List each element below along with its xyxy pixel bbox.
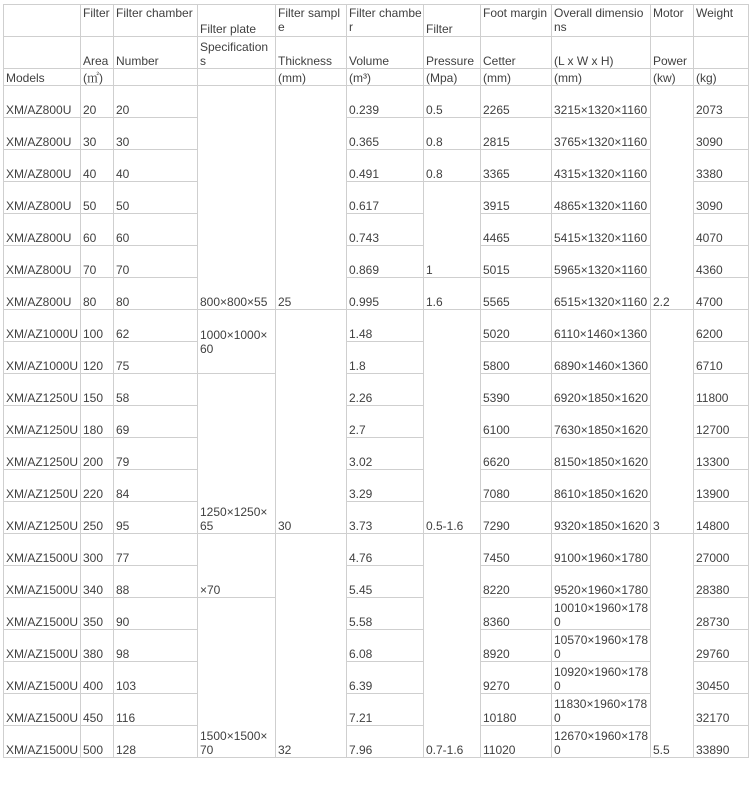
header-cell: Motor: [651, 5, 694, 37]
number-cell: 70: [114, 246, 198, 278]
number-cell: 95: [114, 502, 198, 534]
foot-cell: 6620: [481, 438, 552, 470]
weight-cell: 4070: [694, 214, 749, 246]
model-cell: XM/AZ1500U: [4, 566, 81, 598]
header-cell: (Mpa): [424, 69, 481, 86]
volume-cell: 0.365: [347, 118, 424, 150]
foot-cell: 6100: [481, 406, 552, 438]
weight-cell: 3090: [694, 118, 749, 150]
header-row-1: [4, 5, 749, 37]
header-cell: Filter plate: [198, 5, 276, 37]
dims-cell: 10920×1960×1780: [552, 662, 651, 694]
power-cell: 2.2: [651, 86, 694, 310]
weight-cell: 6710: [694, 342, 749, 374]
table-row: [4, 150, 749, 182]
table-row: [4, 86, 749, 118]
dims-cell: 11830×1960×1780: [552, 694, 651, 726]
volume-cell: 1.48: [347, 310, 424, 342]
header-cell: Pressure: [424, 37, 481, 69]
volume-cell: 7.21: [347, 694, 424, 726]
table-row: [4, 310, 749, 342]
number-cell: 50: [114, 182, 198, 214]
table-row: [4, 534, 749, 566]
number-cell: 60: [114, 214, 198, 246]
number-cell: 58: [114, 374, 198, 406]
model-cell: XM/AZ800U: [4, 246, 81, 278]
table-row: [4, 630, 749, 662]
thickness-cell: 32: [276, 534, 347, 758]
area-cell: 50: [81, 182, 114, 214]
area-cell: 30: [81, 118, 114, 150]
foot-cell: 5015: [481, 246, 552, 278]
header-cell: (kw): [651, 69, 694, 86]
dims-cell: 6515×1320×1160: [552, 278, 651, 310]
number-cell: 30: [114, 118, 198, 150]
foot-cell: 8220: [481, 566, 552, 598]
header-cell: (㎡): [81, 69, 114, 86]
dims-cell: 9100×1960×1780: [552, 534, 651, 566]
header-cell: Specifications: [198, 37, 276, 69]
thickness-cell: 25: [276, 86, 347, 310]
table-row: [4, 374, 749, 406]
table-row: [4, 342, 749, 374]
dims-cell: 5965×1320×1160: [552, 246, 651, 278]
number-cell: 116: [114, 694, 198, 726]
weight-cell: 11800: [694, 374, 749, 406]
plate-spec-cell: 1250×1250×65: [198, 374, 276, 534]
model-cell: XM/AZ800U: [4, 278, 81, 310]
model-cell: XM/AZ1250U: [4, 374, 81, 406]
table-row: [4, 502, 749, 534]
area-cell: 80: [81, 278, 114, 310]
foot-cell: 7290: [481, 502, 552, 534]
weight-cell: 3380: [694, 150, 749, 182]
header-cell: Area: [81, 37, 114, 69]
dims-cell: 9520×1960×1780: [552, 566, 651, 598]
volume-cell: 3.29: [347, 470, 424, 502]
model-cell: XM/AZ800U: [4, 182, 81, 214]
weight-cell: 14800: [694, 502, 749, 534]
pressure-cell: 1: [424, 182, 481, 278]
header-cell: (mm): [481, 69, 552, 86]
area-cell: 300: [81, 534, 114, 566]
foot-cell: 3365: [481, 150, 552, 182]
table-row: [4, 694, 749, 726]
dims-cell: 8150×1850×1620: [552, 438, 651, 470]
header-cell: Filter: [81, 5, 114, 37]
table-row: [4, 566, 749, 598]
dims-cell: 10570×1960×1780: [552, 630, 651, 662]
volume-cell: 4.76: [347, 534, 424, 566]
foot-cell: 5020: [481, 310, 552, 342]
table-row: [4, 406, 749, 438]
volume-cell: 0.869: [347, 246, 424, 278]
area-cell: 70: [81, 246, 114, 278]
table-row: [4, 182, 749, 214]
area-cell: 400: [81, 662, 114, 694]
weight-cell: 12700: [694, 406, 749, 438]
model-cell: XM/AZ1250U: [4, 406, 81, 438]
foot-cell: 7450: [481, 534, 552, 566]
foot-cell: 5390: [481, 374, 552, 406]
area-cell: 450: [81, 694, 114, 726]
header-cell: Power: [651, 37, 694, 69]
number-cell: 103: [114, 662, 198, 694]
number-cell: 84: [114, 470, 198, 502]
foot-cell: 10180: [481, 694, 552, 726]
model-cell: XM/AZ1500U: [4, 534, 81, 566]
area-cell: 20: [81, 86, 114, 118]
table-row: [4, 246, 749, 278]
weight-cell: 28380: [694, 566, 749, 598]
table-row: [4, 470, 749, 502]
volume-cell: 0.995: [347, 278, 424, 310]
pressure-cell: 1.6: [424, 278, 481, 310]
header-cell: Foot margin: [481, 5, 552, 37]
dims-cell: 6110×1460×1360: [552, 310, 651, 342]
header-row-3: [4, 69, 749, 86]
volume-cell: 7.96: [347, 726, 424, 758]
model-cell: XM/AZ800U: [4, 86, 81, 118]
plate-spec-cell: 1000×1000×60: [198, 310, 276, 374]
filter-press-spec-table: [3, 4, 749, 758]
weight-cell: 2073: [694, 86, 749, 118]
number-cell: 62: [114, 310, 198, 342]
table-row: [4, 598, 749, 630]
volume-cell: 0.617: [347, 182, 424, 214]
model-cell: XM/AZ1500U: [4, 726, 81, 758]
dims-cell: 8610×1850×1620: [552, 470, 651, 502]
foot-cell: 8920: [481, 630, 552, 662]
model-cell: XM/AZ800U: [4, 214, 81, 246]
number-cell: 77: [114, 534, 198, 566]
foot-cell: 9270: [481, 662, 552, 694]
number-cell: 98: [114, 630, 198, 662]
pressure-cell: 0.8: [424, 118, 481, 150]
header-cell: Models: [4, 69, 81, 86]
volume-cell: 0.743: [347, 214, 424, 246]
model-cell: XM/AZ1500U: [4, 598, 81, 630]
power-cell: 5.5: [651, 534, 694, 758]
number-cell: 80: [114, 278, 198, 310]
dims-cell: 9320×1850×1620: [552, 502, 651, 534]
dims-cell: 6890×1460×1360: [552, 342, 651, 374]
model-cell: XM/AZ1000U: [4, 310, 81, 342]
header-cell: Number: [114, 37, 198, 69]
model-cell: XM/AZ1500U: [4, 662, 81, 694]
header-cell: (m³): [347, 69, 424, 86]
table-row: [4, 278, 749, 310]
header-cell: [694, 37, 749, 69]
area-cell: 220: [81, 470, 114, 502]
header-cell: [114, 69, 198, 86]
header-cell: Weight: [694, 5, 749, 37]
volume-cell: 2.7: [347, 406, 424, 438]
dims-cell: 10010×1960×1780: [552, 598, 651, 630]
table-row: [4, 438, 749, 470]
number-cell: 90: [114, 598, 198, 630]
number-cell: 75: [114, 342, 198, 374]
volume-cell: 6.08: [347, 630, 424, 662]
dims-cell: 3215×1320×1160: [552, 86, 651, 118]
dims-cell: 7630×1850×1620: [552, 406, 651, 438]
dims-cell: 12670×1960×1780: [552, 726, 651, 758]
area-cell: 380: [81, 630, 114, 662]
weight-cell: 30450: [694, 662, 749, 694]
model-cell: XM/AZ1500U: [4, 694, 81, 726]
volume-cell: 0.491: [347, 150, 424, 182]
area-cell: 100: [81, 310, 114, 342]
weight-cell: 29760: [694, 630, 749, 662]
header-cell: (L x W x H): [552, 37, 651, 69]
header-cell: [4, 37, 81, 69]
dims-cell: 6920×1850×1620: [552, 374, 651, 406]
foot-cell: 2815: [481, 118, 552, 150]
thickness-cell: 30: [276, 310, 347, 534]
header-cell: (mm): [552, 69, 651, 86]
header-cell: (kg): [694, 69, 749, 86]
model-cell: XM/AZ800U: [4, 150, 81, 182]
volume-cell: 3.02: [347, 438, 424, 470]
area-cell: 350: [81, 598, 114, 630]
volume-cell: 2.26: [347, 374, 424, 406]
weight-cell: 13900: [694, 470, 749, 502]
plate-spec-cell: 1500×1500×70: [198, 598, 276, 758]
volume-cell: 0.239: [347, 86, 424, 118]
model-cell: XM/AZ1500U: [4, 630, 81, 662]
foot-cell: 5565: [481, 278, 552, 310]
header-cell: Thickness: [276, 37, 347, 69]
volume-cell: 5.45: [347, 566, 424, 598]
area-cell: 500: [81, 726, 114, 758]
header-cell: Overall dimensions: [552, 5, 651, 37]
dims-cell: 4865×1320×1160: [552, 182, 651, 214]
header-cell: Filter sample: [276, 5, 347, 37]
area-cell: 60: [81, 214, 114, 246]
foot-cell: 8360: [481, 598, 552, 630]
foot-cell: 7080: [481, 470, 552, 502]
area-cell: 250: [81, 502, 114, 534]
volume-cell: 5.58: [347, 598, 424, 630]
weight-cell: 27000: [694, 534, 749, 566]
area-cell: 340: [81, 566, 114, 598]
volume-cell: 1.8: [347, 342, 424, 374]
model-cell: XM/AZ1250U: [4, 438, 81, 470]
foot-cell: 2265: [481, 86, 552, 118]
number-cell: 79: [114, 438, 198, 470]
header-cell: [4, 5, 81, 37]
model-cell: XM/AZ1000U: [4, 342, 81, 374]
table-row: [4, 662, 749, 694]
model-cell: XM/AZ1250U: [4, 502, 81, 534]
header-cell: Volume: [347, 37, 424, 69]
header-cell: Filter: [424, 5, 481, 37]
header-cell: [198, 69, 276, 86]
weight-cell: 3090: [694, 182, 749, 214]
weight-cell: 4700: [694, 278, 749, 310]
volume-cell: 6.39: [347, 662, 424, 694]
area-cell: 40: [81, 150, 114, 182]
foot-cell: 3915: [481, 182, 552, 214]
header-row-2: [4, 37, 749, 69]
weight-cell: 6200: [694, 310, 749, 342]
weight-cell: 28730: [694, 598, 749, 630]
table-row: [4, 214, 749, 246]
model-cell: XM/AZ1250U: [4, 470, 81, 502]
foot-cell: 11020: [481, 726, 552, 758]
header-cell: (mm): [276, 69, 347, 86]
weight-cell: 13300: [694, 438, 749, 470]
table-row: [4, 118, 749, 150]
number-cell: 69: [114, 406, 198, 438]
dims-cell: 4315×1320×1160: [552, 150, 651, 182]
number-cell: 20: [114, 86, 198, 118]
area-cell: 200: [81, 438, 114, 470]
header-cell: Filter chamber: [347, 5, 424, 37]
pressure-cell: 0.5-1.6: [424, 310, 481, 534]
weight-cell: 4360: [694, 246, 749, 278]
pressure-cell: 0.7-1.6: [424, 534, 481, 758]
volume-cell: 3.73: [347, 502, 424, 534]
plate-spec-cell: ×70: [198, 534, 276, 598]
dims-cell: 5415×1320×1160: [552, 214, 651, 246]
dims-cell: 3765×1320×1160: [552, 118, 651, 150]
pressure-cell: 0.5: [424, 86, 481, 118]
model-cell: XM/AZ800U: [4, 118, 81, 150]
number-cell: 88: [114, 566, 198, 598]
area-cell: 180: [81, 406, 114, 438]
header-cell: Filter chamber: [114, 5, 198, 37]
table-row: [4, 726, 749, 758]
header-cell: Cetter: [481, 37, 552, 69]
area-cell: 150: [81, 374, 114, 406]
plate-spec-cell: 800×800×55: [198, 86, 276, 310]
number-cell: 128: [114, 726, 198, 758]
weight-cell: 33890: [694, 726, 749, 758]
pressure-cell: 0.8: [424, 150, 481, 182]
area-cell: 120: [81, 342, 114, 374]
foot-cell: 5800: [481, 342, 552, 374]
foot-cell: 4465: [481, 214, 552, 246]
weight-cell: 32170: [694, 694, 749, 726]
number-cell: 40: [114, 150, 198, 182]
power-cell: 3: [651, 310, 694, 534]
